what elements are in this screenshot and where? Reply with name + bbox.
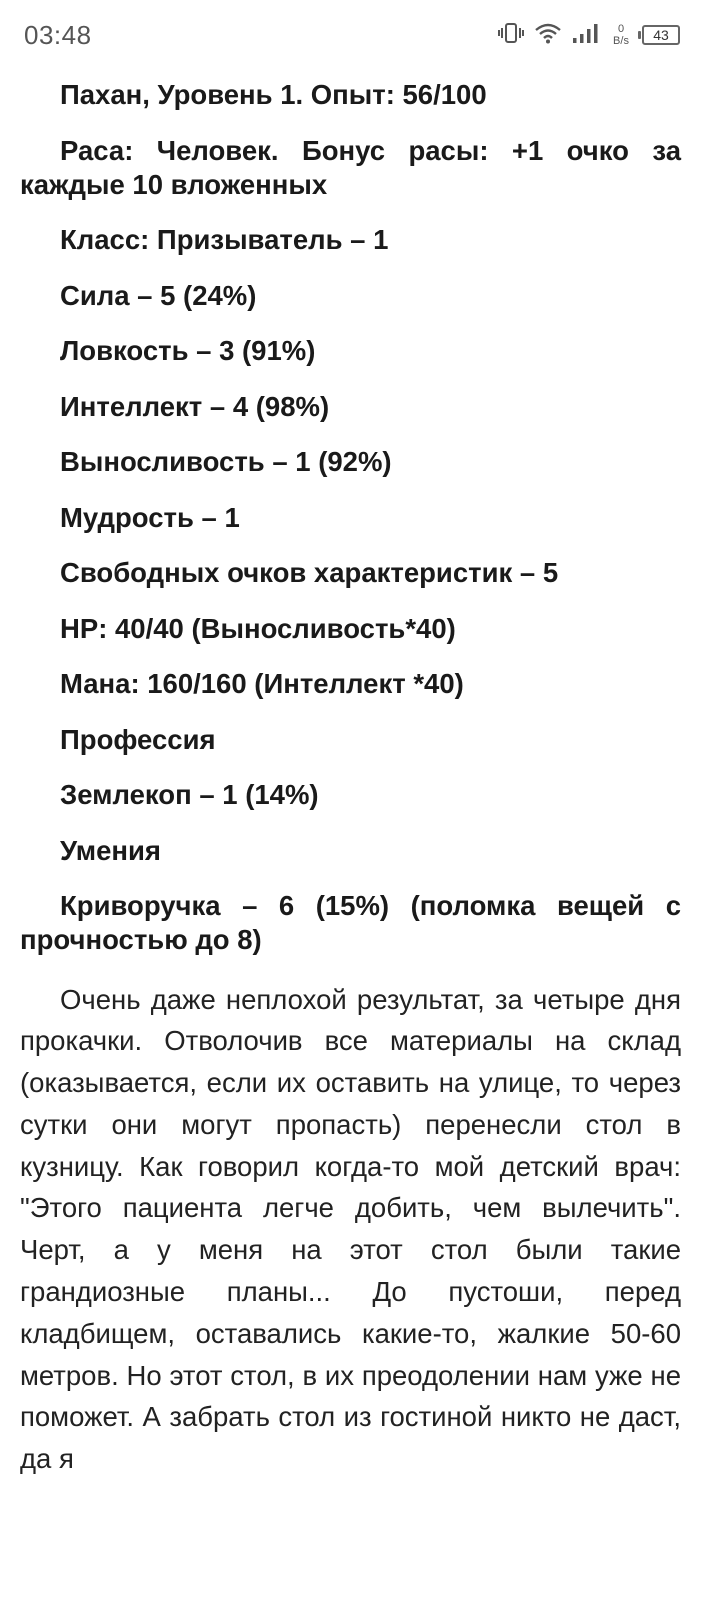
stat-line: Интеллект – 4 (98%) [60, 390, 330, 422]
clock: 03:48 [24, 20, 92, 50]
stat-line: Выносливость – 1 (92%) [60, 446, 392, 477]
stat-line: HP: 40/40 (Выносливость*40) [60, 612, 456, 644]
reader-content [20, 78, 681, 1480]
stat-line: Свободных очков характеристик – 5 [60, 557, 559, 588]
stat-line: Криворучка – 6 (15%) (поломка вещей с прочностью до 8) [20, 890, 681, 955]
stat-line: Мана: 160/160 (Интеллект *40) [60, 668, 464, 699]
stat-line: Пахан, Уровень 1. Опыт: 56/100 [60, 79, 487, 110]
net-speed: 0 B/s [613, 23, 629, 47]
section-heading: Профессия [60, 723, 216, 755]
vibrate-icon [498, 22, 524, 49]
stat-line: Класс: Призыватель – 1 [60, 224, 389, 255]
stat-line: Мудрость – 1 [60, 501, 240, 533]
signal-icon [572, 22, 600, 49]
battery-icon: 43 [642, 25, 680, 45]
status-bar [0, 0, 700, 72]
wifi-icon [534, 22, 562, 49]
stat-line: Сила – 5 (24%) [60, 279, 257, 311]
stat-line: Ловкость – 3 (91%) [60, 335, 316, 366]
stat-line: Землекоп – 1 (14%) [60, 779, 319, 810]
status-icons [498, 18, 680, 52]
section-heading: Умения [60, 834, 161, 866]
body-paragraph: Очень даже неплохой результат, за четыре дня прокачки. Отволочив все материалы на склад (оказывается, если их оставить на улице, то через сутки они могут пропасть) перенесли стол в кузницу. Как говорил когда-то мой детский врач: "Этого пациента легче добить, чем вылечить". Черт, а у меня на этот стол были такие грандиозные планы... До пустоши, перед кладбищем, оставались какие-то, жалкие 50-60 метров. Но этот стол, в их преодолении нам уже не поможет. А забрать стол из гостиной никто не даст, да я [20, 983, 681, 1475]
stat-line: Раса: Человек. Бонус расы: +1 очко за каждые 10 вложенных [20, 134, 681, 200]
